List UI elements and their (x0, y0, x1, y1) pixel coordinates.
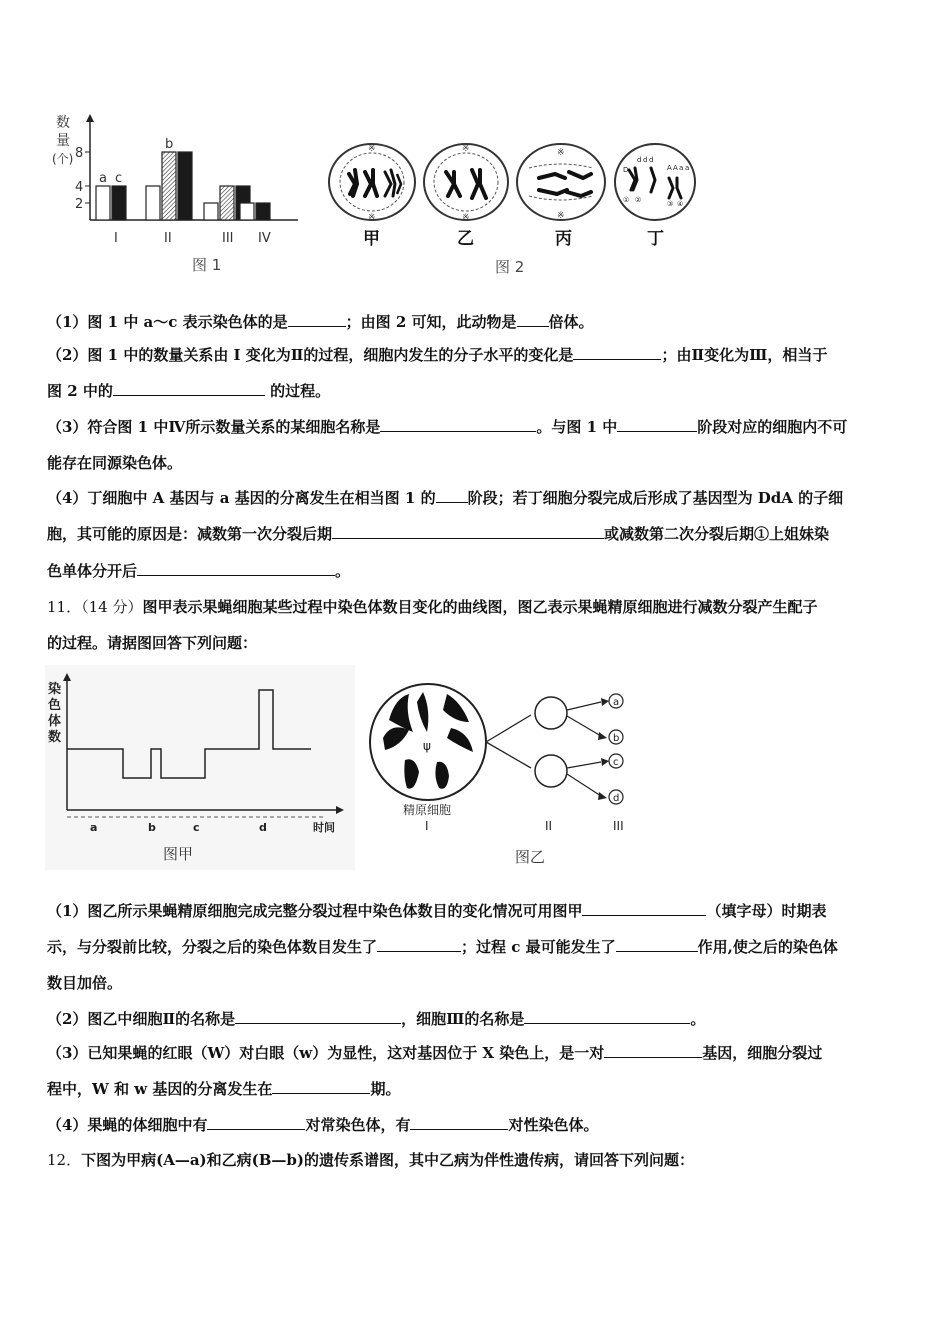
ding-gene-label: a (679, 164, 684, 172)
ding-gene-label: ① (623, 196, 630, 204)
svg-text:※: ※ (462, 213, 470, 223)
q10-part3-line1: （3）符合图 1 中Ⅳ所示数量关系的某细胞名称是 。与图 1 中 阶段对应的细胞内不可 (47, 418, 848, 436)
fig1-caption: 图 1 (192, 256, 222, 274)
svg-text:※: ※ (557, 211, 565, 221)
ding-gene-label: ③ (667, 200, 674, 208)
q11-intro-line1: 11．（14 分）图甲表示果蝇细胞某些过程中染色体数目变化的曲线图，图乙表示果蝇精原细胞进行减数分裂产生配子 (47, 598, 818, 616)
q11-part4: （4）果蝇的体细胞中有 对常染色体，有 对性染色体。 (47, 1116, 599, 1134)
ding-gene-label: ② (635, 196, 642, 204)
ding-gene-label: D (623, 166, 629, 174)
cell-label-bing: 丙 (555, 229, 572, 249)
fig1-bar-a-3 (204, 203, 218, 220)
figyi-cell-label: 精原细胞 (403, 803, 452, 817)
q11-intro-line2: 的过程。请据图回答下列问题： (47, 634, 258, 652)
figjia-phase-c: c (193, 821, 200, 834)
q11-part2: （2）图乙中细胞Ⅱ的名称是 ，细胞Ⅲ的名称是 。 (47, 1010, 706, 1028)
ding-gene-label: a (685, 164, 690, 172)
gamete-d: d (613, 793, 620, 804)
fig1-category-label: IV (258, 231, 271, 246)
fig1-bar-a-2 (146, 186, 160, 220)
figjia-caption: 图甲 (163, 845, 194, 863)
q10-part1: （1）图 1 中 a～c 表示染色体的是 ；由图 2 可知，此动物是 倍体。 (47, 313, 594, 331)
svg-text:※: ※ (462, 144, 470, 154)
q10-part2-line1: （2）图 1 中的数量关系由 I 变化为Ⅱ的过程，细胞内发生的分子水平的变化是 ；由Ⅱ变化为Ⅲ，相当于 (47, 346, 828, 364)
fig1-ytick-label: 8 (75, 146, 84, 161)
figure-2-cells (325, 140, 705, 280)
q11-part3-line2: 程中，W 和 w 基因的分离发生在 期。 (47, 1080, 401, 1098)
fig1-bar-c-4 (256, 203, 270, 220)
figjia-ylabel-1: 染 (48, 682, 62, 697)
figjia-xlabel: 时间 (313, 821, 335, 834)
figjia-ylabel-4: 数 (48, 730, 62, 745)
q10-part2-line2: 图 2 中的 的过程。 (47, 382, 331, 400)
cell-bing (517, 144, 605, 221)
fig1-category-label: II (164, 231, 172, 246)
fig1-bar-b-3 (220, 186, 234, 220)
fig1-bar-a-4 (240, 203, 254, 220)
q11-part1-line1: （1）图乙所示果蝇精原细胞完成完整分裂过程中染色体数目的变化情况可用图甲 （填字母）时期表 (47, 902, 827, 920)
fig1-ylabel-2: 量 (56, 133, 70, 149)
ding-gene-label: A (667, 164, 672, 172)
fig1-bar-c-1 (112, 186, 126, 220)
ding-gene-label: d (649, 156, 654, 164)
svg-text:※: ※ (368, 144, 376, 154)
gamete-c: c (613, 757, 619, 768)
fig1-ylabel-1: 数 (56, 115, 70, 131)
cell-ding (615, 144, 695, 220)
svg-text:※: ※ (368, 213, 376, 223)
fig1-ylabel-3: (个) (52, 152, 74, 166)
figjia-ylabel-3: 体 (48, 714, 62, 729)
fig1-bar-b-2 (162, 152, 176, 220)
figyi-caption: 图乙 (515, 848, 546, 866)
svg-text:※: ※ (557, 148, 565, 158)
gamete-a: a (613, 697, 620, 708)
figure-jia-chromosome-curve (45, 665, 355, 870)
figjia-phase-a: a (90, 821, 98, 834)
cell-label-yi: 乙 (457, 229, 474, 249)
q11-part3-line1: （3）已知果蝇的红眼（W）对白眼（w）为显性，这对基因位于 X 染色上，是一对 基因，细胞分裂过 (47, 1044, 823, 1062)
fig1-category-label: I (114, 231, 118, 246)
fig1-series-label-c: c (115, 171, 123, 186)
ding-gene-label: ④ (677, 200, 684, 208)
figjia-ylabel-2: 色 (48, 698, 62, 713)
figyi-stage-ii: II (545, 819, 553, 833)
ding-gene-label: A (673, 164, 678, 172)
figjia-phase-d: d (259, 821, 267, 834)
q10-part4-line3: 色单体分开后 。 (47, 562, 351, 580)
fig1-ytick-label: 4 (75, 180, 84, 195)
cell-label-jia: 甲 (363, 229, 380, 249)
fig1-series-label-a: a (99, 171, 107, 186)
fig1-bar-a-1 (96, 186, 110, 220)
fig2-caption: 图 2 (495, 258, 525, 276)
svg-text:ψ: ψ (423, 739, 431, 753)
fig1-bar-c-2 (178, 152, 192, 220)
fig1-ytick-label: 2 (75, 197, 84, 212)
figjia-phase-b: b (148, 821, 156, 834)
q10-part3-line2: 能存在同源染色体。 (47, 454, 183, 472)
cell-label-ding: 丁 (647, 229, 664, 249)
q10-part4-line1: （4）丁细胞中 A 基因与 a 基因的分离发生在相当图 1 的 阶段；若丁细胞分裂完成后形成了基因型为 DdA 的子细 (47, 489, 844, 507)
q11-part1-line2: 示，与分裂前比较，分裂之后的染色体数目发生了 ；过程 c 最可能发生了 作用,使之后的染色体 (47, 938, 838, 956)
figure-1-bar-chart (50, 110, 310, 280)
cell-yi (424, 144, 508, 223)
figure-yi-meiosis (365, 680, 640, 870)
gamete-b: b (613, 733, 620, 744)
figyi-stage-i: I (425, 819, 429, 833)
q10-part4-line2: 胞，其可能的原因是：减数第一次分裂后期 或减数第二次分裂后期①上姐妹染 (47, 525, 830, 543)
cell-jia (329, 144, 415, 223)
q12-intro: 12．下图为甲病(A—a)和乙病(B—b)的遗传系谱图，其中乙病为伴性遗传病，请回答下列问题： (47, 1151, 695, 1169)
figyi-stage-iii: III (613, 819, 624, 833)
fig1-category-label: III (222, 231, 234, 246)
fig1-series-label-b: b (165, 137, 174, 152)
ding-gene-label: d (643, 156, 648, 164)
ding-gene-label: d (637, 156, 642, 164)
q11-part1-line3: 数目加倍。 (47, 974, 123, 992)
